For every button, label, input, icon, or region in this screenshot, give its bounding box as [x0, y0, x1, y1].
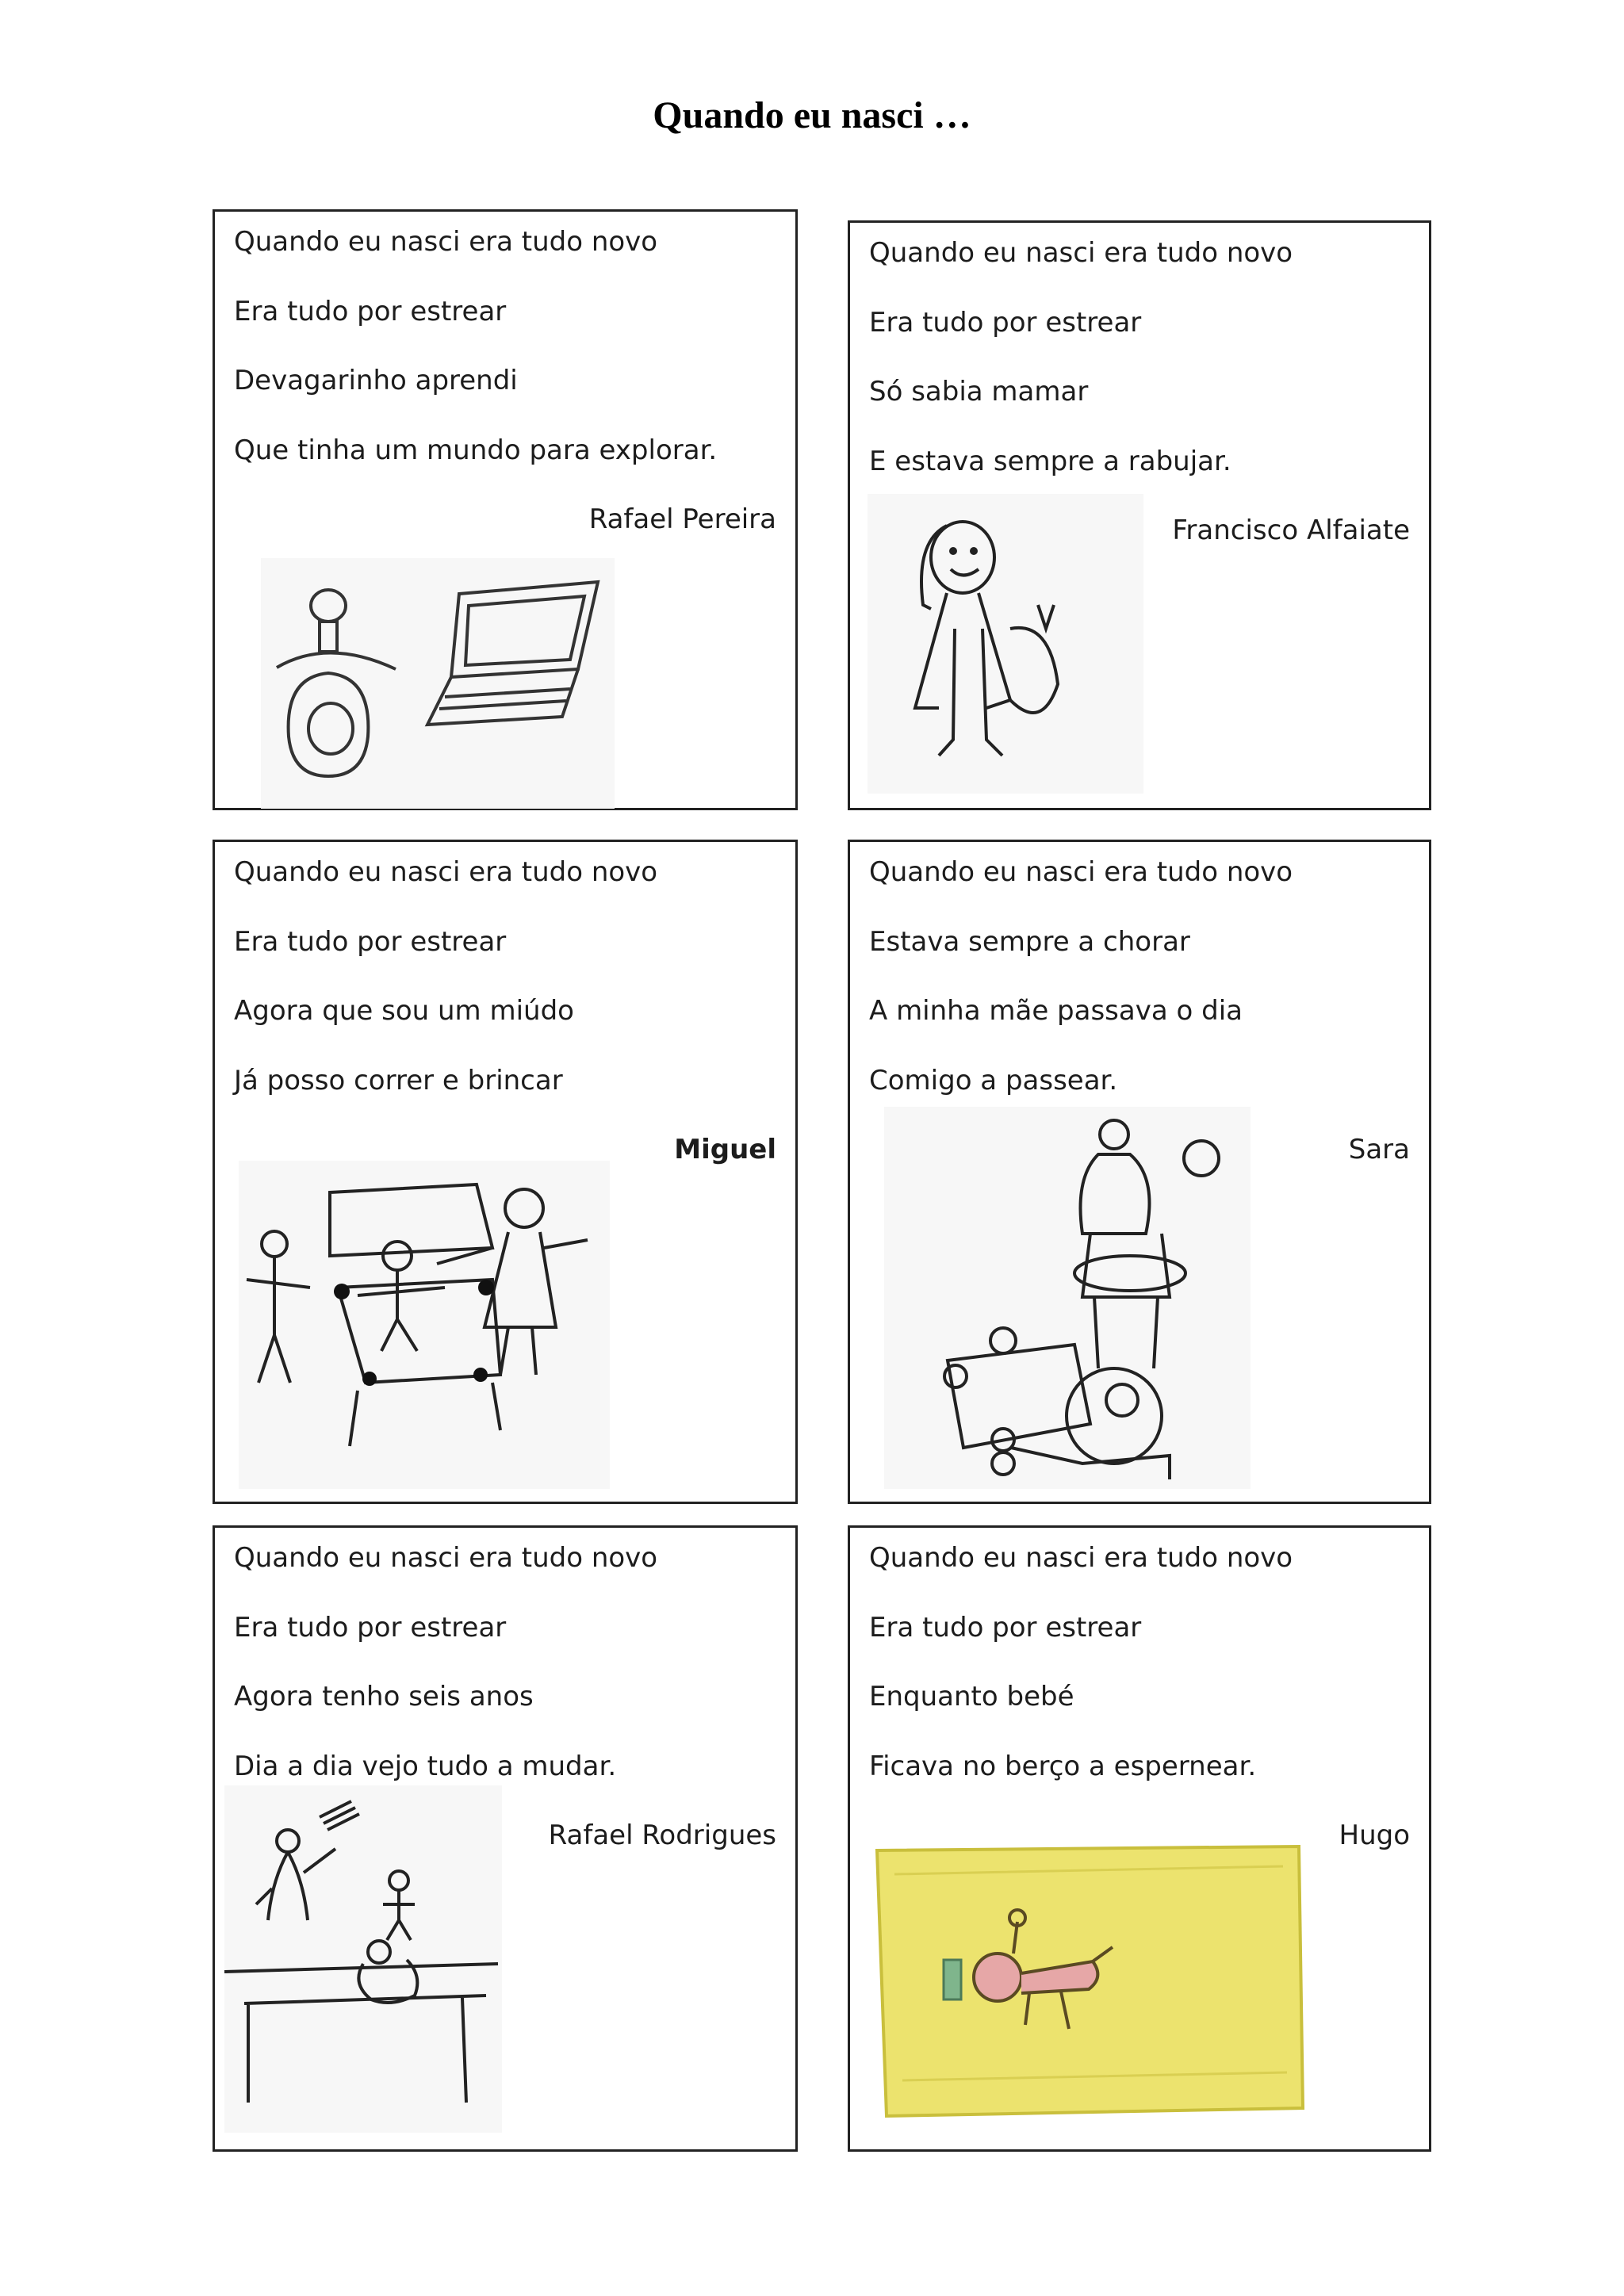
poem-line: Era tudo por estrear [234, 926, 507, 958]
poem-line: Enquanto bebé [869, 1681, 1074, 1712]
poem-line: Estava sempre a chorar [869, 926, 1190, 958]
poem-line: Agora que sou um miúdo [234, 995, 574, 1027]
poem-card-2 [848, 220, 1431, 810]
poem-line: Que tinha um mundo para explorar. [234, 434, 718, 466]
poem-line: Só sabia mamar [869, 376, 1089, 408]
poem-line: Ficava no berço a espernear. [869, 1751, 1257, 1782]
poem-line: A minha mãe passava o dia [869, 995, 1243, 1027]
poem-line: E estava sempre a rabujar. [869, 446, 1231, 477]
poem-line: Era tudo por estrear [234, 296, 507, 327]
poem-card-6 [848, 1525, 1431, 2152]
poem-author: Rafael Rodrigues [548, 1820, 776, 1851]
poem-line: Quando eu nasci era tudo novo [869, 1542, 1293, 1574]
poem-author: Hugo [1339, 1820, 1410, 1851]
poem-line: Era tudo por estrear [869, 307, 1142, 339]
poem-line: Agora tenho seis anos [234, 1681, 534, 1712]
poem-card-3 [213, 840, 798, 1504]
poem-line: Já posso correr e brincar [234, 1065, 563, 1096]
poem-line: Quando eu nasci era tudo novo [234, 856, 658, 888]
poem-author: Francisco Alfaiate [1172, 515, 1410, 546]
poem-line: Quando eu nasci era tudo novo [869, 237, 1293, 269]
page-title: Quando eu nasci … [653, 94, 971, 136]
poem-author: Sara [1348, 1134, 1410, 1165]
poem-card-5 [213, 1525, 798, 2152]
poem-author: Miguel [674, 1134, 776, 1165]
poem-card-4 [848, 840, 1431, 1504]
poem-line: Quando eu nasci era tudo novo [234, 226, 658, 258]
poem-line: Quando eu nasci era tudo novo [234, 1542, 658, 1574]
mother-pushing-stroller-drawing [884, 1107, 1251, 1489]
poem-line: Devagarinho aprendi [234, 365, 518, 396]
poem-line: Era tudo por estrear [234, 1612, 507, 1644]
family-with-baby-bed-drawing [239, 1161, 610, 1489]
baby-in-crib-yellow-drawing [871, 1843, 1305, 2120]
poem-card-1 [213, 209, 798, 810]
poem-line: Quando eu nasci era tudo novo [869, 856, 1293, 888]
figures-and-table-drawing [224, 1785, 502, 2133]
poem-line: Dia a dia vejo tudo a mudar. [234, 1751, 617, 1782]
pacifier-and-laptop-drawing [261, 558, 615, 809]
poem-author: Rafael Pereira [588, 503, 776, 535]
mother-with-baby-drawing [868, 494, 1143, 794]
poem-line: Era tudo por estrear [869, 1612, 1142, 1644]
poem-line: Comigo a passear. [869, 1065, 1118, 1096]
